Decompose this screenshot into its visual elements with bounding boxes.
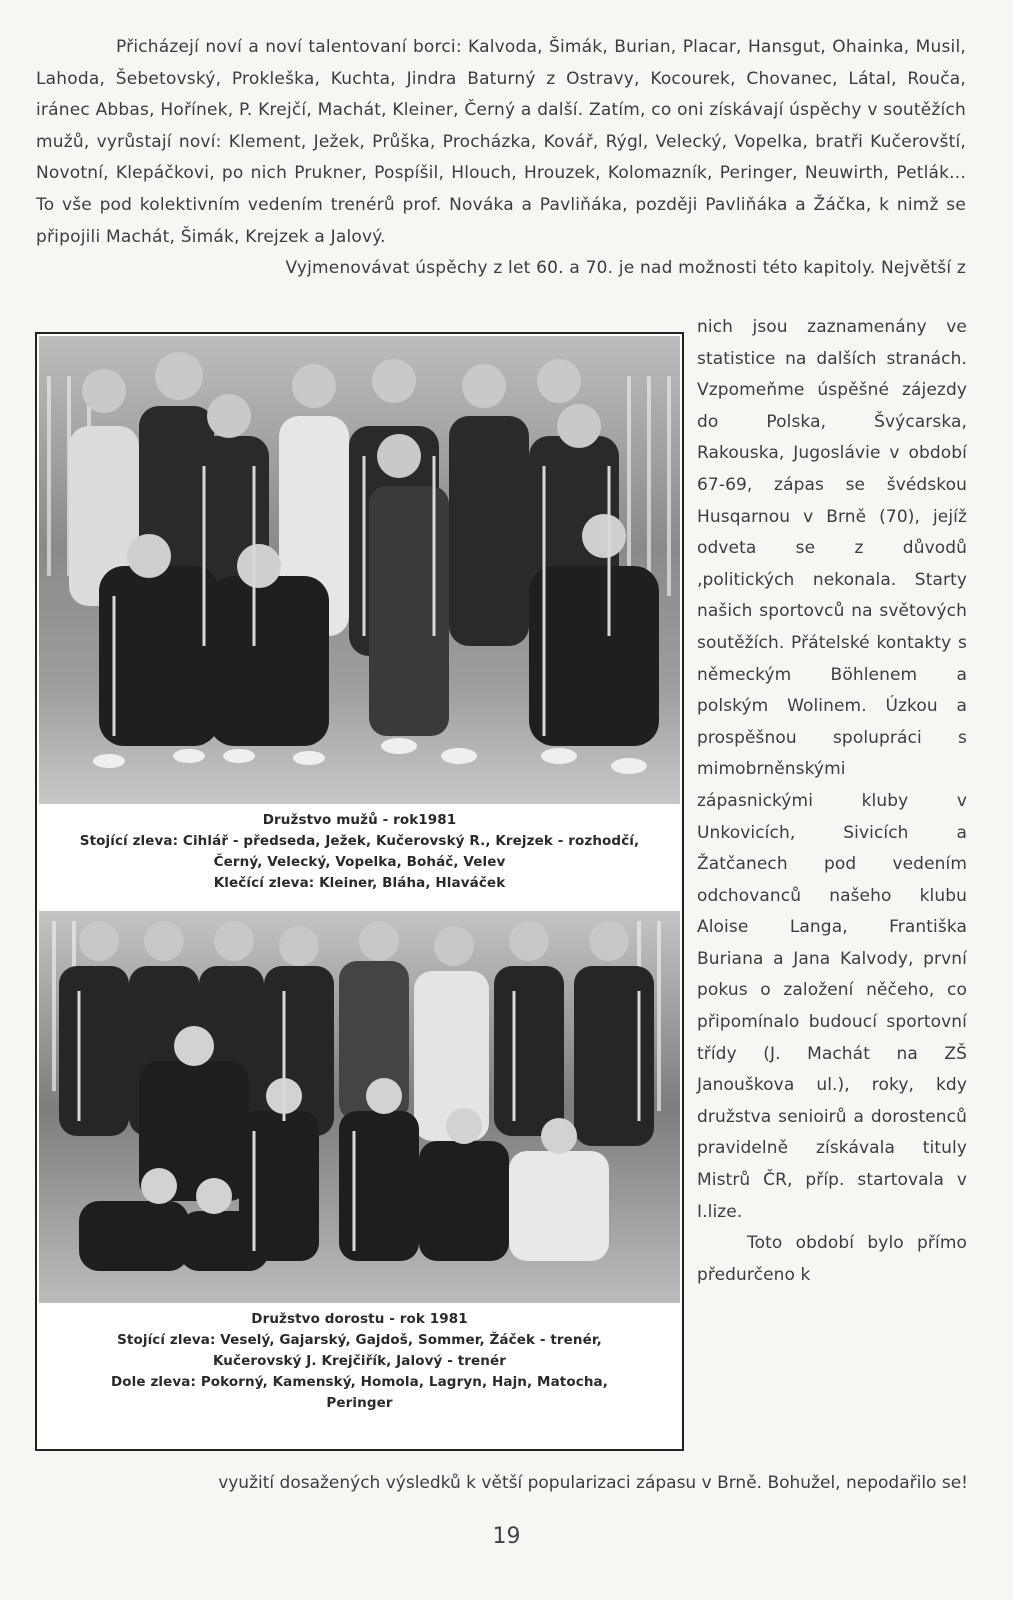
intro-text: [36, 32, 966, 285]
photo-mens-team-image: [39, 336, 680, 804]
caption-line: Peringer: [326, 1395, 393, 1411]
photo-junior-team-image: [39, 911, 680, 1303]
caption-line: Stojící zleva: Cihlář - předseda, Ježek, Kučerovský R., Krejzek - rozhodčí,: [79, 833, 640, 849]
caption-line: Klečící zleva: Kleiner, Bláha, Hlaváček: [213, 875, 506, 891]
caption-junior-team: [37, 1309, 682, 1414]
sidebar-paragraph: nich jsou zaznamenány ve statistice na dalších stranách. Vzpomeňme úspěšné zájezdy do Polska, Švýcarska, Rakouska, Jugoslávie v období 67-69, zápas se švédskou Husqarnou v Brně (70), jejíž odveta se z důvodů ‚politických nekonala. Starty našich sportovců na světových soutěžích. Přátelské kontakty s německým Böhlenem a polským Wolinem. Úzkou a prospěšnou spolupráci s mimobrněnskými zápasnickými kluby v Unkovicích, Sivicích a Žatčanech pod vedením odchovanců našeho klubu Aloise Langa, Františka Buriana a Jana Kalvody, první pokus o založení něčeho, co připomínalo budoucí sportovní třídy (J. Machát na ZŠ Janouškova ul.), roky, kdy družstva senioirů a dorostenců pravidelně získávala tituly Mistrů ČR, příp. startovala v I.lize.: [697, 317, 967, 1222]
sidebar-closing: Toto období bylo přímo předurčeno k: [697, 1233, 967, 1285]
figure-junior-team: [35, 909, 684, 1451]
caption-line: Družstvo dorostu - rok 1981: [251, 1311, 468, 1327]
caption-line: Stojící zleva: Veselý, Gajarský, Gajdoš, Sommer, Žáček - trenér,: [117, 1332, 602, 1348]
photo-junior-team: [39, 911, 680, 1303]
caption-line: Družstvo mužů - rok1981: [262, 812, 457, 828]
caption-line: Kučerovský J. Krejčiřík, Jalový - trenér: [212, 1353, 507, 1369]
caption-line: Dole zleva: Pokorný, Kamenský, Homola, Lagryn, Hajn, Matocha,: [111, 1374, 608, 1390]
photo-mens-team: [39, 336, 680, 804]
outro-text: využití dosažených výsledků k větší popularizaci zápasu v Brně. Bohužel, nepodařilo se!: [218, 1473, 968, 1493]
intro-paragraph-1: Přicházejí noví a noví talentovaní borci: Kalvoda, Šimák, Burian, Placar, Hansgut, Ohainka, Musil, Lahoda, Šebetovský, Prokleška, Kuchta, Jindra Baturný z Ostravy, Kocourek, Chovanec, Látal, Rouča, iránec Abbas, Hořínek, P. Krejčí, Machát, Kleiner, Černý a další. Zatím, co oni získávají úspěchy v soutěžích mužů, vyrůstají noví: Klement, Ježek, Průška, Procházka, Kovář, Rýgl, Velecký, Vopelka, bratři Kučerovští, Novotní, Klepáčkovi, po nich Prukner, Pospíšil, Hlouch, Hrouzek, Kolomazník, Peringer, Neuwirth, Petlák... To vše pod kolektivním vedením trenérů prof. Nováka a Pavliňáka, později Pavliňáka a Žáčka, k nimž se připojili Machát, Šimák, Krejzek a Jalový.: [36, 37, 966, 247]
caption-mens-team: [37, 810, 682, 894]
sidebar-text: [697, 312, 967, 1291]
figure-mens-team: [35, 332, 684, 913]
intro-paragraph-2: Vyjmenovávat úspěchy z let 60. a 70. je nad možnosti této kapitoly. Největší z: [285, 258, 966, 279]
caption-line: Černý, Velecký, Vopelka, Boháč, Velev: [213, 854, 506, 870]
page-number: 19: [492, 1524, 521, 1549]
